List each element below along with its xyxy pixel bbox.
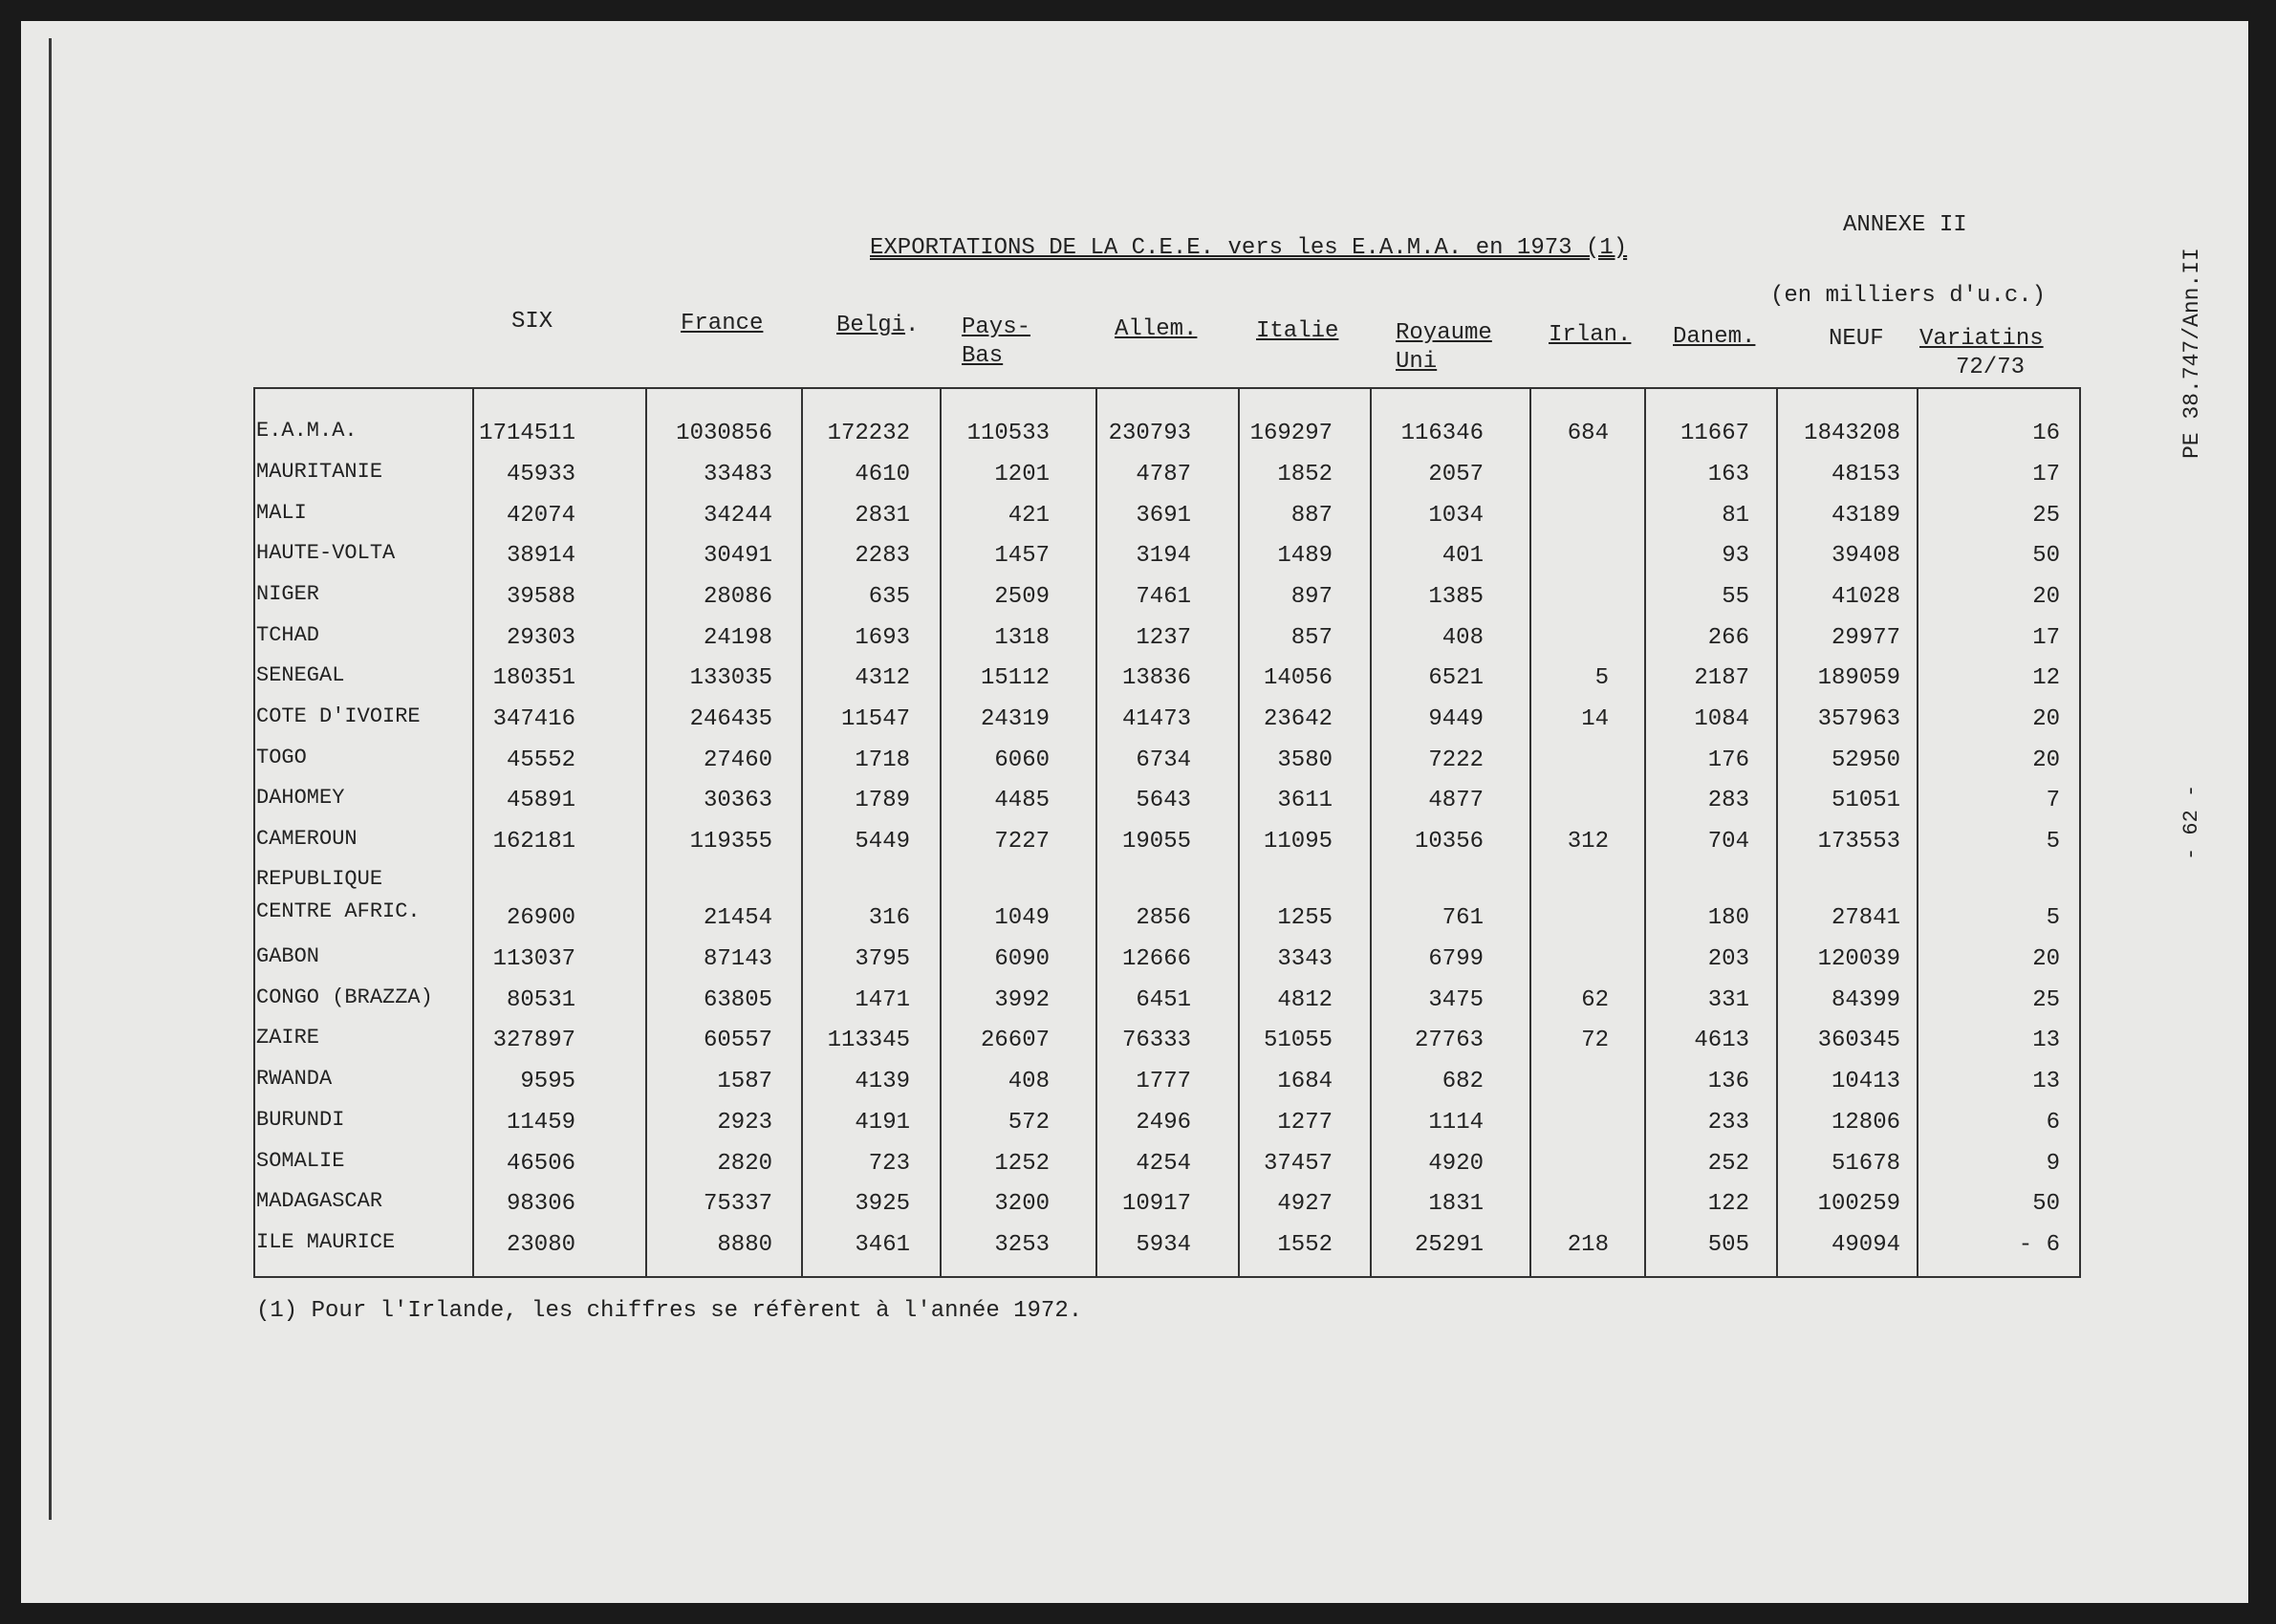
cell-france: 75337: [703, 1191, 772, 1217]
margin-line: [49, 38, 52, 1520]
cell-allem: 13836: [1121, 665, 1191, 691]
cell-italie: 4812: [1277, 987, 1333, 1013]
cell-allem: 19055: [1121, 829, 1191, 855]
country-label: MALI: [256, 501, 307, 525]
cell-italie: 37457: [1263, 1151, 1333, 1177]
cell-neuf: 43189: [1831, 503, 1900, 529]
column-divider: [645, 389, 647, 1276]
cell-france: 133035: [689, 665, 772, 691]
column-divider: [1644, 389, 1646, 1276]
cell-irlan: 62: [1581, 987, 1609, 1013]
cell-neuf: 52950: [1831, 747, 1900, 773]
country-label: TCHAD: [256, 623, 320, 647]
cell-pays-bas: 6060: [994, 747, 1050, 773]
cell-belgi: 4312: [855, 665, 910, 691]
cell-italie: 3611: [1277, 788, 1333, 813]
cell-neuf: 10413: [1831, 1069, 1900, 1094]
country-label: TOGO: [256, 746, 307, 769]
cell-belgi: 172232: [827, 421, 910, 446]
column-divider: [1529, 389, 1531, 1276]
cell-belgi: 1471: [855, 987, 910, 1013]
cell-danem: 93: [1722, 543, 1749, 569]
cell-royaume-uni: 3475: [1428, 987, 1484, 1013]
cell-royaume-uni: 6799: [1428, 946, 1484, 972]
cell-variation: 13: [2032, 1028, 2060, 1053]
cell-variation: 12: [2032, 665, 2060, 691]
cell-neuf: 49094: [1831, 1232, 1900, 1258]
cell-france: 34244: [703, 503, 772, 529]
cell-six: 98306: [506, 1191, 575, 1217]
cell-italie: 51055: [1263, 1028, 1333, 1053]
cell-italie: 897: [1290, 584, 1333, 610]
cell-neuf: 173553: [1817, 829, 1900, 855]
cell-variation: 20: [2032, 584, 2060, 610]
cell-royaume-uni: 4920: [1428, 1151, 1484, 1177]
cell-france: 1587: [717, 1069, 772, 1094]
cell-danem: 233: [1707, 1110, 1749, 1136]
cell-belgi: 3795: [855, 946, 910, 972]
cell-danem: 163: [1707, 462, 1749, 487]
cell-variation: 9: [2046, 1151, 2060, 1177]
cell-allem: 4254: [1136, 1151, 1191, 1177]
cell-danem: 122: [1707, 1191, 1749, 1217]
cell-royaume-uni: 401: [1441, 543, 1484, 569]
cell-danem: 2187: [1694, 665, 1749, 691]
cell-danem: 252: [1707, 1151, 1749, 1177]
cell-italie: 3580: [1277, 747, 1333, 773]
cell-irlan: 14: [1581, 706, 1609, 732]
cell-france: 27460: [703, 747, 772, 773]
cell-italie: 4927: [1277, 1191, 1333, 1217]
cell-pays-bas: 1201: [994, 462, 1050, 487]
cell-danem: 81: [1722, 503, 1749, 529]
cell-italie: 23642: [1263, 706, 1333, 732]
column-divider: [472, 389, 474, 1276]
cell-italie: 857: [1290, 625, 1333, 651]
header-italie: Italie: [1256, 318, 1339, 344]
cell-allem: 6734: [1136, 747, 1191, 773]
cell-royaume-uni: 1114: [1428, 1110, 1484, 1136]
cell-royaume-uni: 25291: [1414, 1232, 1484, 1258]
cell-allem: 5934: [1136, 1232, 1191, 1258]
cell-italie: 3343: [1277, 946, 1333, 972]
cell-variation: 20: [2032, 706, 2060, 732]
cell-pays-bas: 572: [1008, 1110, 1050, 1136]
cell-allem: 10917: [1121, 1191, 1191, 1217]
header-variation-2: 72/73: [1956, 355, 2026, 380]
cell-italie: 887: [1290, 503, 1333, 529]
cell-italie: 1684: [1277, 1069, 1333, 1094]
header-six: SIX: [511, 309, 553, 335]
cell-allem: 4787: [1136, 462, 1191, 487]
cell-allem: 41473: [1121, 706, 1191, 732]
cell-france: 119355: [689, 829, 772, 855]
cell-belgi: 2283: [855, 543, 910, 569]
cell-allem: 230793: [1108, 421, 1191, 446]
cell-france: 30491: [703, 543, 772, 569]
cell-danem: 203: [1707, 946, 1749, 972]
cell-variation: 20: [2032, 747, 2060, 773]
header-irlan: Irlan.: [1549, 322, 1632, 348]
unit-note: (en milliers d'u.c.): [1770, 283, 2047, 309]
country-label: SENEGAL: [256, 663, 345, 687]
cell-belgi: 1718: [855, 747, 910, 773]
column-divider: [1776, 389, 1778, 1276]
cell-danem: 176: [1707, 747, 1749, 773]
cell-neuf: 39408: [1831, 543, 1900, 569]
cell-six: 162181: [492, 829, 575, 855]
cell-france: 87143: [703, 946, 772, 972]
cell-neuf: 48153: [1831, 462, 1900, 487]
cell-italie: 169297: [1249, 421, 1333, 446]
country-label: RWANDA: [256, 1067, 333, 1091]
cell-irlan: 5: [1594, 665, 1609, 691]
cell-royaume-uni: 9449: [1428, 706, 1484, 732]
cell-neuf: 41028: [1831, 584, 1900, 610]
cell-allem: 2496: [1136, 1110, 1191, 1136]
cell-variation: 17: [2032, 462, 2060, 487]
cell-six: 26900: [506, 905, 575, 931]
cell-italie: 11095: [1263, 829, 1333, 855]
cell-italie: 1277: [1277, 1110, 1333, 1136]
header-allem: Allem.: [1115, 316, 1198, 342]
cell-royaume-uni: 682: [1441, 1069, 1484, 1094]
cell-danem: 331: [1707, 987, 1749, 1013]
country-label: ILE MAURICE: [256, 1230, 396, 1254]
cell-six: 45891: [506, 788, 575, 813]
cell-irlan: 312: [1567, 829, 1609, 855]
cell-allem: 3691: [1136, 503, 1191, 529]
cell-variation: 20: [2032, 946, 2060, 972]
cell-neuf: 1843208: [1804, 421, 1900, 446]
country-label: DAHOMEY: [256, 786, 345, 810]
header-belgi-text: Belgi: [836, 313, 906, 338]
cell-variation: 50: [2032, 543, 2060, 569]
cell-danem: 55: [1722, 584, 1749, 610]
cell-neuf: 357963: [1817, 706, 1900, 732]
cell-danem: 11667: [1680, 421, 1749, 446]
cell-variation: 16: [2032, 421, 2060, 446]
cell-pays-bas: 1457: [994, 543, 1050, 569]
cell-variation: 25: [2032, 987, 2060, 1013]
cell-belgi: 635: [868, 584, 910, 610]
cell-allem: 1237: [1136, 625, 1191, 651]
cell-danem: 704: [1707, 829, 1749, 855]
cell-variation: 5: [2046, 829, 2060, 855]
cell-allem: 3194: [1136, 543, 1191, 569]
country-label: BURUNDI: [256, 1108, 345, 1132]
cell-royaume-uni: 761: [1441, 905, 1484, 931]
cell-belgi: 1789: [855, 788, 910, 813]
cell-six: 327897: [492, 1028, 575, 1053]
cell-neuf: 360345: [1817, 1028, 1900, 1053]
cell-six: 45933: [506, 462, 575, 487]
column-divider: [1238, 389, 1240, 1276]
cell-royaume-uni: 1385: [1428, 584, 1484, 610]
cell-danem: 283: [1707, 788, 1749, 813]
cell-pays-bas: 3992: [994, 987, 1050, 1013]
cell-royaume-uni: 10356: [1414, 829, 1484, 855]
country-label: REPUBLIQUE CENTRE AFRIC.: [256, 867, 421, 923]
cell-neuf: 51051: [1831, 788, 1900, 813]
cell-pays-bas: 15112: [980, 665, 1050, 691]
cell-belgi: 11547: [840, 706, 910, 732]
cell-france: 8880: [717, 1232, 772, 1258]
cell-france: 21454: [703, 905, 772, 931]
cell-six: 9595: [520, 1069, 575, 1094]
country-label: HAUTE-VOLTA: [256, 541, 396, 565]
column-divider: [1095, 389, 1097, 1276]
country-label: E.A.M.A.: [256, 419, 358, 443]
cell-belgi: 3925: [855, 1191, 910, 1217]
cell-variation: 50: [2032, 1191, 2060, 1217]
header-france: France: [681, 311, 764, 336]
country-label: ZAIRE: [256, 1026, 320, 1050]
cell-royaume-uni: 408: [1441, 625, 1484, 651]
header-pays-bas-2: Bas: [962, 343, 1004, 369]
header-royaume-1: Royaume: [1396, 320, 1492, 346]
cell-irlan: 684: [1567, 421, 1609, 446]
header-pays-bas-1: Pays-: [962, 314, 1031, 340]
cell-variation: 5: [2046, 905, 2060, 931]
cell-six: 23080: [506, 1232, 575, 1258]
country-label: NIGER: [256, 582, 320, 606]
cell-pays-bas: 4485: [994, 788, 1050, 813]
cell-royaume-uni: 116346: [1400, 421, 1484, 446]
cell-france: 60557: [703, 1028, 772, 1053]
cell-royaume-uni: 2057: [1428, 462, 1484, 487]
column-divider: [1917, 389, 1918, 1276]
cell-six: 1714511: [479, 421, 575, 446]
cell-danem: 136: [1707, 1069, 1749, 1094]
table-border-right: [2079, 389, 2081, 1276]
cell-six: 29303: [506, 625, 575, 651]
side-reference: [2170, 220, 2208, 468]
cell-danem: 505: [1707, 1232, 1749, 1258]
cell-six: 180351: [492, 665, 575, 691]
document-title: EXPORTATIONS DE LA C.E.E. vers les E.A.M.A. en 1973 (1): [870, 235, 1628, 261]
cell-allem: 5643: [1136, 788, 1191, 813]
cell-pays-bas: 408: [1008, 1069, 1050, 1094]
column-divider: [940, 389, 942, 1276]
header-variation-1: Variatins: [1919, 326, 2044, 352]
cell-allem: 1777: [1136, 1069, 1191, 1094]
cell-six: 46506: [506, 1151, 575, 1177]
header-royaume-2: Uni: [1396, 349, 1438, 375]
cell-belgi: 1693: [855, 625, 910, 651]
cell-variation: 25: [2032, 503, 2060, 529]
cell-italie: 1489: [1277, 543, 1333, 569]
cell-italie: 1255: [1277, 905, 1333, 931]
cell-belgi: 723: [868, 1151, 910, 1177]
cell-variation: 13: [2032, 1069, 2060, 1094]
cell-france: 33483: [703, 462, 772, 487]
cell-france: 30363: [703, 788, 772, 813]
cell-france: 1030856: [676, 421, 772, 446]
cell-six: 38914: [506, 543, 575, 569]
cell-variation: 17: [2032, 625, 2060, 651]
cell-irlan: 72: [1581, 1028, 1609, 1053]
cell-six: 80531: [506, 987, 575, 1013]
header-danem: Danem.: [1673, 324, 1756, 350]
cell-variation: 6: [2046, 1110, 2060, 1136]
cell-belgi: 4191: [855, 1110, 910, 1136]
cell-allem: 7461: [1136, 584, 1191, 610]
cell-belgi: 4610: [855, 462, 910, 487]
cell-allem: 12666: [1121, 946, 1191, 972]
cell-pays-bas: 3200: [994, 1191, 1050, 1217]
cell-six: 11459: [506, 1110, 575, 1136]
cell-pays-bas: 110533: [966, 421, 1050, 446]
cell-pays-bas: 2509: [994, 584, 1050, 610]
cell-six: 347416: [492, 706, 575, 732]
country-label: GABON: [256, 944, 320, 968]
cell-royaume-uni: 7222: [1428, 747, 1484, 773]
cell-france: 246435: [689, 706, 772, 732]
cell-neuf: 84399: [1831, 987, 1900, 1013]
country-label: COTE D'IVOIRE: [256, 704, 421, 728]
side-reference-text: PE 38.747/Ann.II: [2179, 248, 2204, 459]
cell-royaume-uni: 1831: [1428, 1191, 1484, 1217]
country-label: CAMEROUN: [256, 827, 358, 851]
cell-belgi: 5449: [855, 829, 910, 855]
cell-danem: 1084: [1694, 706, 1749, 732]
cell-danem: 180: [1707, 905, 1749, 931]
cell-neuf: 51678: [1831, 1151, 1900, 1177]
cell-neuf: 27841: [1831, 905, 1900, 931]
cell-royaume-uni: 27763: [1414, 1028, 1484, 1053]
cell-france: 2820: [717, 1151, 772, 1177]
table-border-left: [253, 389, 255, 1276]
cell-belgi: 3461: [855, 1232, 910, 1258]
cell-royaume-uni: 1034: [1428, 503, 1484, 529]
cell-pays-bas: 421: [1008, 503, 1050, 529]
cell-neuf: 189059: [1817, 665, 1900, 691]
cell-danem: 266: [1707, 625, 1749, 651]
cell-six: 39588: [506, 584, 575, 610]
cell-allem: 6451: [1136, 987, 1191, 1013]
cell-allem: 2856: [1136, 905, 1191, 931]
header-neuf: NEUF: [1829, 326, 1884, 352]
cell-france: 24198: [703, 625, 772, 651]
cell-belgi: 113345: [827, 1028, 910, 1053]
cell-france: 2923: [717, 1110, 772, 1136]
cell-royaume-uni: 6521: [1428, 665, 1484, 691]
column-divider: [801, 389, 803, 1276]
cell-six: 42074: [506, 503, 575, 529]
cell-pays-bas: 1252: [994, 1151, 1050, 1177]
cell-neuf: 29977: [1831, 625, 1900, 651]
cell-variation: 7: [2046, 788, 2060, 813]
cell-italie: 1552: [1277, 1232, 1333, 1258]
cell-italie: 14056: [1263, 665, 1333, 691]
country-label: MADAGASCAR: [256, 1189, 383, 1213]
cell-pays-bas: 24319: [980, 706, 1050, 732]
header-belgi: Belgi.: [836, 313, 920, 338]
annexe-label: ANNEXE II: [1843, 212, 1967, 238]
footnote: (1) Pour l'Irlande, les chiffres se réfèrent à l'année 1972.: [256, 1298, 1083, 1324]
page-number-text: - 62 -: [2179, 784, 2203, 860]
cell-allem: 76333: [1121, 1028, 1191, 1053]
cell-france: 28086: [703, 584, 772, 610]
cell-neuf: 100259: [1817, 1191, 1900, 1217]
cell-pays-bas: 1318: [994, 625, 1050, 651]
country-label: MAURITANIE: [256, 460, 383, 484]
cell-france: 63805: [703, 987, 772, 1013]
cell-neuf: 120039: [1817, 946, 1900, 972]
cell-royaume-uni: 4877: [1428, 788, 1484, 813]
cell-pays-bas: 6090: [994, 946, 1050, 972]
cell-danem: 4613: [1694, 1028, 1749, 1053]
country-label: CONGO (BRAZZA): [256, 985, 433, 1009]
cell-belgi: 2831: [855, 503, 910, 529]
country-label: SOMALIE: [256, 1149, 345, 1173]
cell-pays-bas: 3253: [994, 1232, 1050, 1258]
column-divider: [1370, 389, 1372, 1276]
cell-variation: - 6: [2018, 1232, 2060, 1258]
cell-irlan: 218: [1567, 1232, 1609, 1258]
cell-belgi: 4139: [855, 1069, 910, 1094]
cell-pays-bas: 26607: [980, 1028, 1050, 1053]
page-number: [2170, 755, 2208, 870]
cell-italie: 1852: [1277, 462, 1333, 487]
cell-belgi: 316: [868, 905, 910, 931]
cell-pays-bas: 7227: [994, 829, 1050, 855]
cell-six: 45552: [506, 747, 575, 773]
cell-pays-bas: 1049: [994, 905, 1050, 931]
cell-neuf: 12806: [1831, 1110, 1900, 1136]
cell-six: 113037: [492, 946, 575, 972]
